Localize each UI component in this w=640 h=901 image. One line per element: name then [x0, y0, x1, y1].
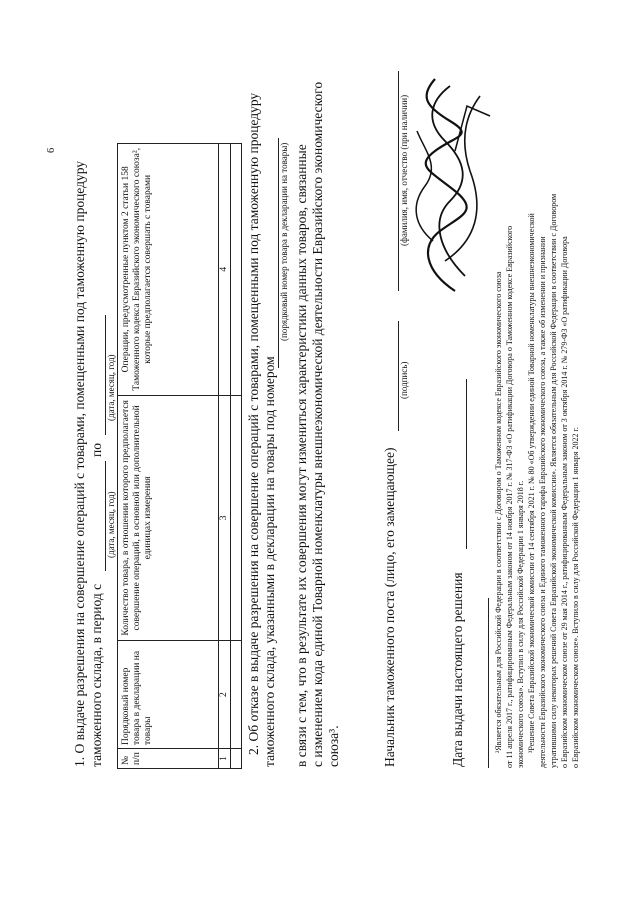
table-header-cell: Операции, предусмотренные пунктом 2 статьи 158 Таможенного кодекса Евразийского экономического союза², которые предполагается совершать с товарами — [118, 144, 219, 396]
section1-po: по — [89, 443, 104, 457]
handwritten-signature — [395, 71, 505, 301]
table-row — [219, 144, 231, 769]
footnote-3-line4: о Евразийском экономическом союзе от 29 мая 2014 г., ратифицированным Федеральным законом от 3 октября 2014 г. № 279-ФЗ «О ратификации Договора — [560, 236, 569, 768]
table-cell — [231, 395, 242, 641]
caption-item-number: (порядковый номер товара в декларации на товары) — [279, 142, 289, 341]
section2-line1: 2. Об отказе в выдаче разрешения на совершение операций с товарами, помещенными под таможенную процедуру — [246, 92, 261, 755]
table-cell: 2 — [219, 641, 231, 749]
table-header-row — [118, 144, 219, 769]
page-number: 6 — [46, 147, 57, 153]
table-cell — [231, 144, 242, 396]
footnote-2-line1: ²Является обязательным для Российской Федерации в соответствии с Договором о Таможенном кодексе Евразийского экономического союза — [494, 271, 503, 753]
section2-line4: с изменением кода единой Товарной номенклатуры внешнеэкономической деятельности Евразийского экономического — [310, 81, 325, 767]
operations-table — [117, 143, 242, 769]
footnote-2-line2: от 11 апреля 2017 г., ратифицированным Федеральным законом от 14 ноября 2017 г. № 317-ФЗ «О ратификации Договора о Таможенном кодексе Евразийского — [505, 225, 514, 768]
caption-signature: (подпись) — [399, 361, 409, 399]
table-row — [231, 144, 242, 769]
caption-name: (фамилия, имя, отчество (при наличии) — [399, 94, 409, 246]
section1-line2: таможенного склада, в период с — [89, 583, 104, 767]
table-header-cell: № п/п — [118, 749, 219, 769]
table-cell: 3 — [219, 395, 231, 641]
decision-date-line — [466, 379, 467, 549]
table-cell — [231, 641, 242, 749]
table-cell: 1 — [219, 749, 231, 769]
caption-date-to: (дата, месяц, год) — [106, 354, 116, 421]
footnote-3-line2: деятельности Евразийского экономического союза и Единого таможенного тарифа Евразийского экономического союза, а также об изменении и признании — [538, 236, 547, 768]
section2-line3: в связи с тем, что в результате их совершения могут измениться характеристики данных товаров, связанные — [294, 144, 309, 767]
table-cell — [231, 749, 242, 769]
footnote-2-line3: экономического союза». Вступил в силу для Российской Федерации 1 января 2018 г. — [516, 480, 525, 768]
section2-line2: таможенного склада, указанными в декларации на товары под номером — [262, 356, 277, 767]
table-header-cell: Количество товара, в отношении которого предполагается совершение операций, в основной или дополнительной единицах измерения — [118, 395, 219, 641]
footnote-3-line3: утратившими силу некоторых решений Совета Евразийской экономической комиссии». Является обязательным для Российской Федерации в соответствии с Договором — [549, 193, 558, 768]
footnote-3-line5: о Евразийском экономическом союзе». Вступило в силу для Российской Федерации 1 января 2022 г. — [571, 427, 580, 768]
table-cell: 4 — [219, 144, 231, 396]
footnote-separator — [488, 598, 489, 768]
footnote-3-line1: ³Решение Совета Евразийской экономической комиссии от 14 сентября 2021 г. № 80 «Об утверждении единой Товарной номенклатуры внешнеэкономической — [527, 213, 536, 753]
section2-line5: союза³. — [326, 725, 341, 767]
caption-date-from: (дата, месяц, год) — [106, 491, 116, 558]
head-of-post-label: Начальник таможенного поста (лицо, его замещающее) — [382, 447, 397, 767]
table-header-cell: Порядковый номер товара в декларации на товары — [118, 641, 219, 749]
section1-line1: 1. О выдаче разрешения на совершение операций с товарами, помещенными под таможенную процедуру — [72, 160, 87, 767]
decision-date-label: Дата выдачи настоящего решения — [450, 572, 465, 767]
